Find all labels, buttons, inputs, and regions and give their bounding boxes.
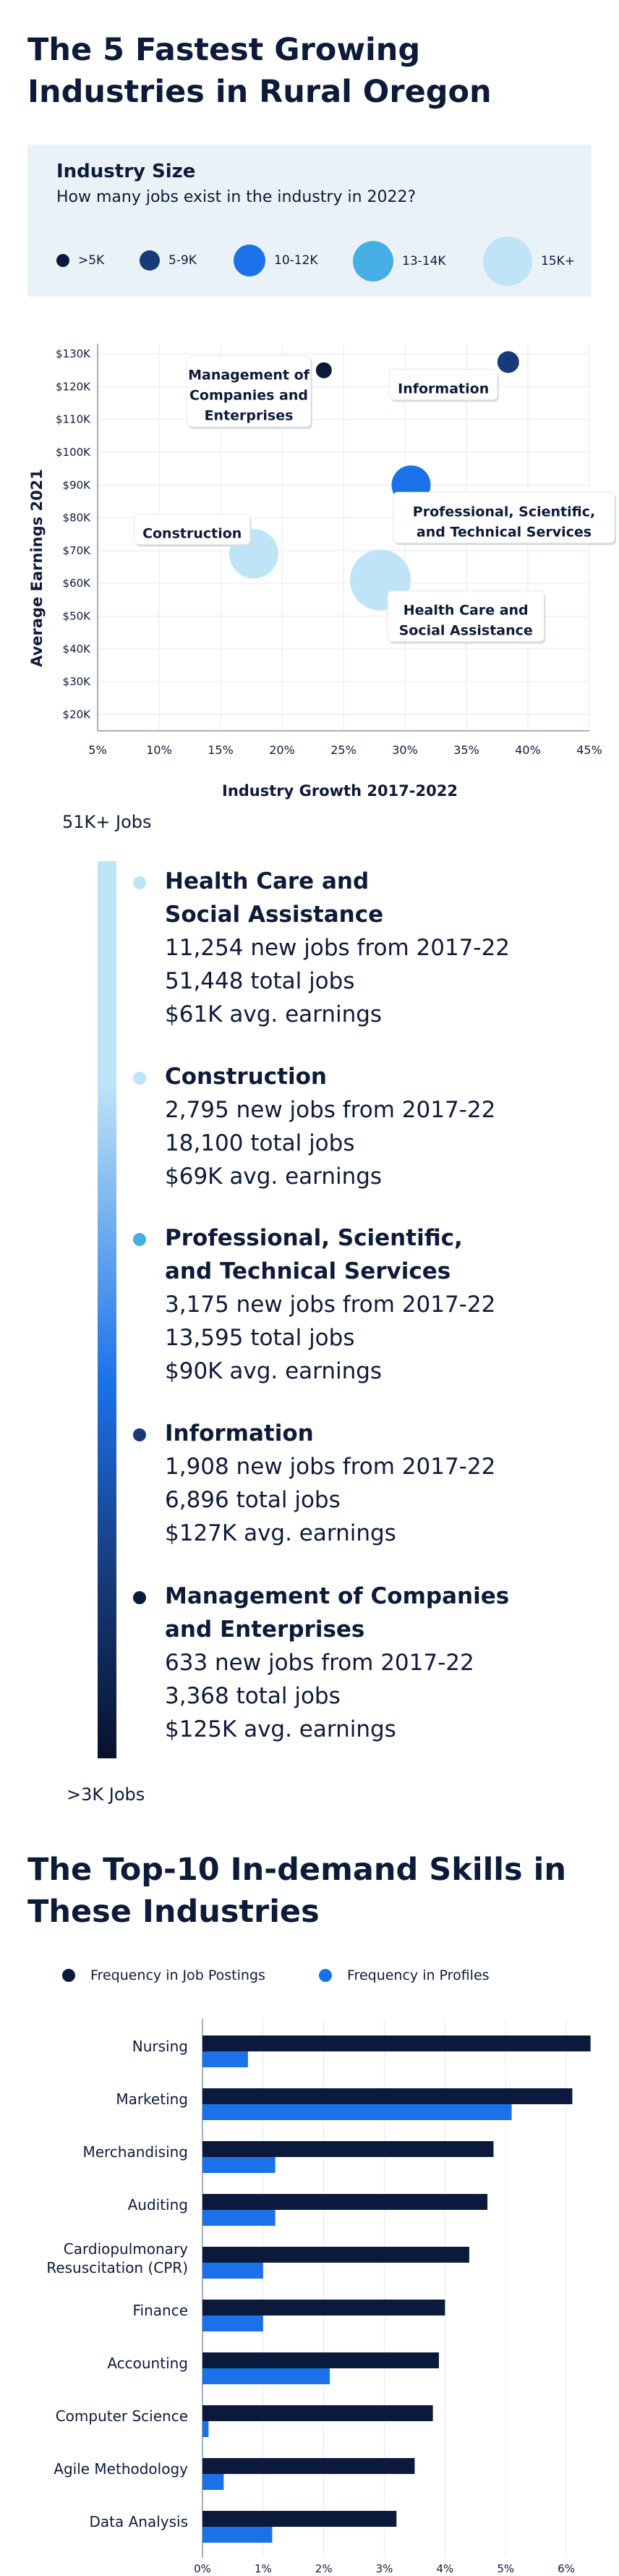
industry-new-jobs: 11,254 new jobs from 2017-22 [165,935,511,961]
x-tick-label: 4% [436,2562,454,2575]
x-tick-label: 5% [497,2562,515,2575]
bar [202,2421,208,2437]
category-label: Merchandising [82,2143,188,2161]
category-label: Computer Science [55,2407,188,2425]
industry-earnings: $61K avg. earnings [165,1001,383,1028]
chart-ticks [194,2562,575,2575]
category-label: Agile Methodology [54,2460,188,2478]
callout-label: Information [398,381,490,397]
title-line: The 5 Fastest Growing [27,32,421,68]
category-label: Accounting [107,2355,188,2372]
industry-earnings: $125K avg. earnings [165,1716,396,1742]
bar [202,2104,512,2120]
x-tick-label: 2% [315,2562,333,2575]
industry-name: Information [165,1420,314,1446]
industry-total-jobs: 13,595 total jobs [165,1325,355,1351]
skills-bar-chart [0,1954,619,2576]
bar [202,2527,272,2543]
legend-dot [56,254,69,267]
jobs-scale-bottom-label: >3K Jobs [67,1784,145,1805]
bar [202,2352,439,2368]
chart-ticks [56,347,602,757]
industry-total-jobs: 51,448 total jobs [165,968,355,994]
callout-label: Social Assistance [398,622,533,639]
y-tick-label: $100K [55,445,90,459]
industry-new-jobs: 3,175 new jobs from 2017-22 [165,1292,496,1318]
bar [202,2247,469,2263]
bar [202,2263,263,2279]
industry-entry [165,1060,570,1193]
legend-label: 15K+ [541,254,576,268]
bar [202,2316,263,2331]
legend-item [483,237,575,286]
industry-name: Management of Companies [165,1583,510,1609]
industry-new-jobs: 633 new jobs from 2017-22 [165,1650,474,1676]
bar [202,2458,414,2474]
page-title [27,29,492,113]
title-line: The Top-10 In-demand Skills in [27,1852,566,1888]
callout-label: Construction [142,525,242,542]
industry-earnings: $69K avg. earnings [165,1164,383,1190]
bar [202,2141,493,2157]
x-tick-label: 1% [254,2562,272,2575]
jobs-gradient-bar [98,861,116,1758]
x-tick-label: 20% [269,743,295,757]
y-tick-label: $90K [62,478,90,492]
industry-total-jobs: 18,100 total jobs [165,1130,355,1156]
category-label: Resuscitation (CPR) [46,2259,188,2276]
industry-name: Health Care and [165,868,370,894]
category-label: Cardiopulmonary [63,2240,188,2258]
industry-new-jobs: 1,908 new jobs from 2017-22 [165,1454,496,1480]
category-label: Nursing [132,2038,188,2055]
legend-item [140,246,197,275]
callout-label: Companies and [189,387,309,404]
x-tick-label: 6% [558,2562,575,2575]
industry-entry [165,1580,570,1746]
legend-label: >5K [78,253,105,268]
industry-earnings: $90K avg. earnings [165,1358,383,1384]
legend-dot [234,245,265,276]
chart-legend [62,1967,490,1983]
bar [202,2210,276,2226]
legend-label: Frequency in Profiles [347,1967,490,1983]
legend-swatch [319,1969,332,1982]
legend-dot [140,250,160,271]
x-tick-label: 40% [515,743,541,757]
size-legend [27,145,592,297]
y-tick-label: $70K [62,543,90,557]
x-tick-label: 35% [453,743,479,757]
bar [202,2051,248,2067]
industry-name: Social Assistance [165,902,384,928]
category-label: Data Analysis [89,2513,188,2530]
y-tick-label: $120K [55,380,90,394]
bar [202,2194,487,2210]
bar [202,2511,396,2527]
legend-item [56,246,104,275]
x-tick-label: 30% [392,743,418,757]
x-tick-label: 15% [208,743,234,757]
industry-entry [165,865,570,1031]
industry-bullet [133,1072,146,1085]
legend-dot [483,237,532,286]
industry-total-jobs: 6,896 total jobs [165,1487,341,1513]
y-tick-label: $50K [62,609,90,623]
legend-subtitle: How many jobs exist in the industry in 2022? [56,188,417,206]
x-tick-label: 25% [330,743,357,757]
legend-label: Frequency in Job Postings [90,1967,265,1983]
y-tick-label: $20K [62,708,90,721]
jobs-scale-top-label: 51K+ Jobs [62,812,152,832]
legend-item [353,241,446,281]
category-label: Auditing [127,2196,188,2213]
industry-name: Construction [165,1064,327,1090]
legend-swatch [62,1969,75,1982]
industry-bullet [133,876,146,889]
legend-item [234,244,318,277]
y-tick-label: $60K [62,577,90,590]
y-tick-label: $80K [62,511,90,525]
bar [202,2035,591,2051]
bar [202,2300,445,2316]
callout-label: Enterprises [204,407,294,424]
legend-label: 10-12K [274,253,318,268]
title-line: These Industries [27,1894,320,1930]
bar [202,2405,433,2421]
legend-label: 5-9K [168,253,197,268]
data-point [316,363,332,378]
x-tick-label: 0% [194,2562,211,2575]
legend-dot [353,241,393,281]
bar [202,2157,276,2173]
industry-entry [165,1221,570,1388]
industry-entry [165,1417,570,1550]
industry-name: Professional, Scientific, [165,1225,463,1251]
category-label: Finance [132,2302,188,2319]
y-tick-label: $30K [62,675,90,689]
industry-total-jobs: 3,368 total jobs [165,1683,341,1709]
category-labels [46,2038,188,2530]
callout-label: Health Care and [403,602,529,619]
category-label: Marketing [116,2090,188,2108]
industry-bullet [133,1233,146,1246]
legend-label: 13-14K [402,254,446,268]
industry-bullet [133,1591,146,1604]
industry-new-jobs: 2,795 new jobs from 2017-22 [165,1097,496,1123]
industry-name: and Technical Services [165,1258,451,1284]
title-line: Industries in Rural Oregon [27,74,492,110]
callout-label: and Technical Services [416,524,592,541]
legend-title: Industry Size [56,161,196,182]
x-axis-label: Industry Growth 2017-2022 [222,782,458,800]
y-tick-label: $110K [55,412,90,426]
bar [202,2368,330,2384]
callout-label: Management of [188,367,310,384]
y-axis-label: Average Earnings 2021 [28,469,46,667]
bubble-chart [0,318,619,810]
industry-bullet [133,1428,146,1441]
industry-name: and Enterprises [165,1617,365,1643]
callout-label: Professional, Scientific, [412,504,596,520]
x-tick-label: 3% [375,2562,393,2575]
section-title [27,1849,566,1933]
industry-earnings: $127K avg. earnings [165,1520,396,1546]
bar [202,2088,572,2104]
x-tick-label: 10% [146,743,172,757]
x-tick-label: 45% [576,743,602,757]
y-tick-label: $40K [62,642,90,656]
chart-bars [202,2035,591,2543]
x-tick-label: 5% [88,743,107,757]
bar [202,2474,223,2490]
y-tick-label: $130K [55,347,90,361]
data-point [498,351,519,373]
